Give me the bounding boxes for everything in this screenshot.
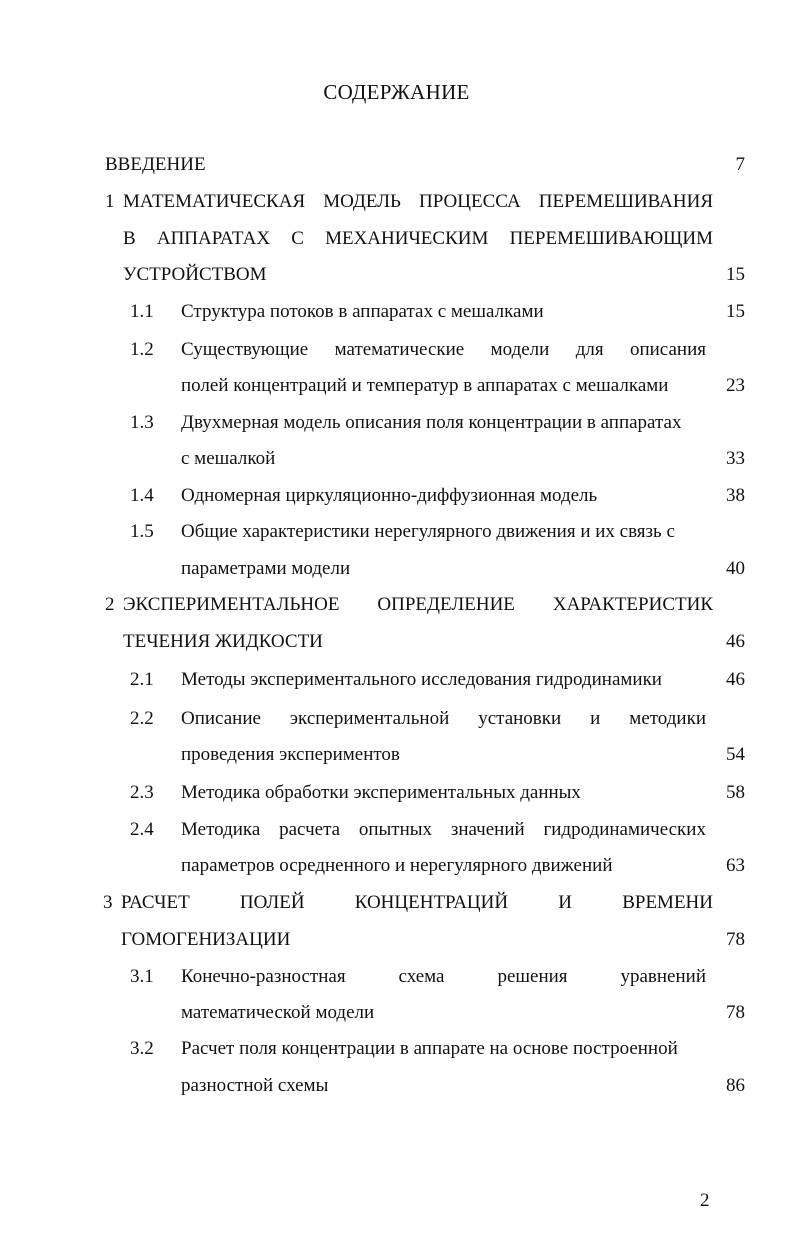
toc-section-page: 86 <box>726 1075 745 1096</box>
toc-word: ЭКСПЕРИМЕНТАЛЬНОЕ <box>123 594 340 615</box>
toc-ch1-title-line3: УСТРОЙСТВОМ <box>123 264 267 285</box>
toc-word: Конечно-разностная <box>181 966 346 987</box>
toc-word: экспериментальной <box>289 708 450 729</box>
toc-word: ОПРЕДЕЛЕНИЕ <box>377 594 515 615</box>
toc-section-number: 2.3 <box>130 782 154 803</box>
toc-ch2-number: 2 <box>105 594 115 615</box>
toc-section-page: 63 <box>726 855 745 876</box>
toc-word: опытных <box>358 819 433 840</box>
toc-ch3-number: 3 <box>103 892 113 913</box>
toc-word: В <box>123 228 136 249</box>
toc-section-title-line2: математической модели <box>181 1002 375 1023</box>
toc-word: Существующие <box>181 339 309 360</box>
toc-word: описания <box>629 339 706 360</box>
toc-section-title-line1 <box>181 966 706 988</box>
toc-section-number: 1.1 <box>130 301 154 322</box>
toc-section-title-line1: Расчет поля концентрации в аппарате на основе построенной <box>181 1038 678 1059</box>
toc-section-title-line2: проведения экспериментов <box>181 744 400 765</box>
toc-ch1-page: 15 <box>726 264 745 285</box>
toc-ch1-number: 1 <box>105 191 115 212</box>
toc-word: уравнений <box>620 966 706 987</box>
toc-section-title-line2: параметров осредненного и нерегулярного движений <box>181 855 613 876</box>
toc-section-page: 40 <box>726 558 745 579</box>
toc-section-number: 3.1 <box>130 966 154 987</box>
toc-section-title: Структура потоков в аппаратах с мешалками <box>181 301 544 322</box>
toc-section-number: 2.1 <box>130 669 154 690</box>
toc-word: Методика <box>181 819 261 840</box>
toc-word: решения <box>497 966 568 987</box>
toc-section-page: 58 <box>726 782 745 803</box>
toc-word: ПЕРЕМЕШИВАЮЩИМ <box>509 228 713 249</box>
toc-section-title-line2: полей концентраций и температур в аппаратах с мешалками <box>181 375 669 396</box>
toc-section-title: Методы экспериментального исследования гидродинамики <box>181 669 662 690</box>
toc-section-page: 38 <box>726 485 745 506</box>
toc-ch1-title-line2 <box>123 228 713 250</box>
toc-word: значений <box>450 819 525 840</box>
toc-section-page: 78 <box>726 1002 745 1023</box>
toc-intro: ВВЕДЕНИЕ <box>105 154 206 175</box>
toc-word: ПОЛЕЙ <box>239 892 305 913</box>
toc-section-number: 1.3 <box>130 412 154 433</box>
toc-section-number: 1.5 <box>130 521 154 542</box>
toc-word: Описание <box>181 708 261 729</box>
toc-word: С <box>291 228 304 249</box>
toc-word: КОНЦЕНТРАЦИЙ <box>354 892 509 913</box>
toc-ch1-title-line1 <box>123 191 713 213</box>
toc-word: МАТЕМАТИЧЕСКАЯ <box>123 191 306 212</box>
toc-word: ХАРАКТЕРИСТИК <box>552 594 713 615</box>
toc-word: расчета <box>279 819 341 840</box>
toc-section-title-line2: с мешалкой <box>181 448 276 469</box>
toc-word: методики <box>629 708 706 729</box>
toc-section-page: 46 <box>726 669 745 690</box>
toc-word: И <box>558 892 573 913</box>
toc-ch2-title-line1 <box>123 594 713 616</box>
toc-ch2-page: 46 <box>726 631 745 652</box>
toc-section-page: 54 <box>726 744 745 765</box>
toc-word: математические <box>334 339 465 360</box>
toc-ch3-page: 78 <box>726 929 745 950</box>
toc-section-title-line1 <box>181 708 706 730</box>
toc-section-title: Методика обработки экспериментальных данных <box>181 782 581 803</box>
toc-word: модели <box>490 339 550 360</box>
toc-word: ПЕРЕМЕШИВАНИЯ <box>538 191 713 212</box>
page-number: 2 <box>700 1190 710 1211</box>
toc-section-title-line2: параметрами модели <box>181 558 351 579</box>
toc-section-number: 3.2 <box>130 1038 154 1059</box>
toc-word: ПРОЦЕССА <box>419 191 521 212</box>
toc-section-number: 1.4 <box>130 485 154 506</box>
toc-ch3-title-line1 <box>121 892 713 914</box>
toc-word: АППАРАТАХ <box>156 228 271 249</box>
toc-word: МЕХАНИЧЕСКИМ <box>325 228 489 249</box>
toc-ch2-title-line2: ТЕЧЕНИЯ ЖИДКОСТИ <box>123 631 323 652</box>
toc-section-title-line1 <box>181 339 706 361</box>
toc-word: установки <box>478 708 562 729</box>
toc-section-page: 23 <box>726 375 745 396</box>
toc-word: гидродинамических <box>543 819 706 840</box>
toc-section-page: 15 <box>726 301 745 322</box>
toc-word: МОДЕЛЬ <box>323 191 401 212</box>
toc-word: для <box>575 339 604 360</box>
toc-section-title-line2: разностной схемы <box>181 1075 329 1096</box>
toc-section-number: 2.2 <box>130 708 154 729</box>
toc-ch3-title-line2: ГОМОГЕНИЗАЦИИ <box>121 929 291 950</box>
toc-word: ВРЕМЕНИ <box>622 892 713 913</box>
toc-section-title: Одномерная циркуляционно-диффузионная модель <box>181 485 598 506</box>
toc-section-number: 2.4 <box>130 819 154 840</box>
toc-word: и <box>590 708 601 729</box>
toc-section-title-line1: Общие характеристики нерегулярного движения и их связь с <box>181 521 675 542</box>
toc-section-title-line1 <box>181 819 706 841</box>
page-title: СОДЕРЖАНИЕ <box>323 80 470 104</box>
toc-word: схема <box>398 966 445 987</box>
toc-section-number: 1.2 <box>130 339 154 360</box>
toc-section-page: 33 <box>726 448 745 469</box>
toc-intro-page: 7 <box>735 154 745 175</box>
toc-section-title-line1: Двухмерная модель описания поля концентрации в аппаратах <box>181 412 682 433</box>
toc-word: РАСЧЕТ <box>121 892 190 913</box>
